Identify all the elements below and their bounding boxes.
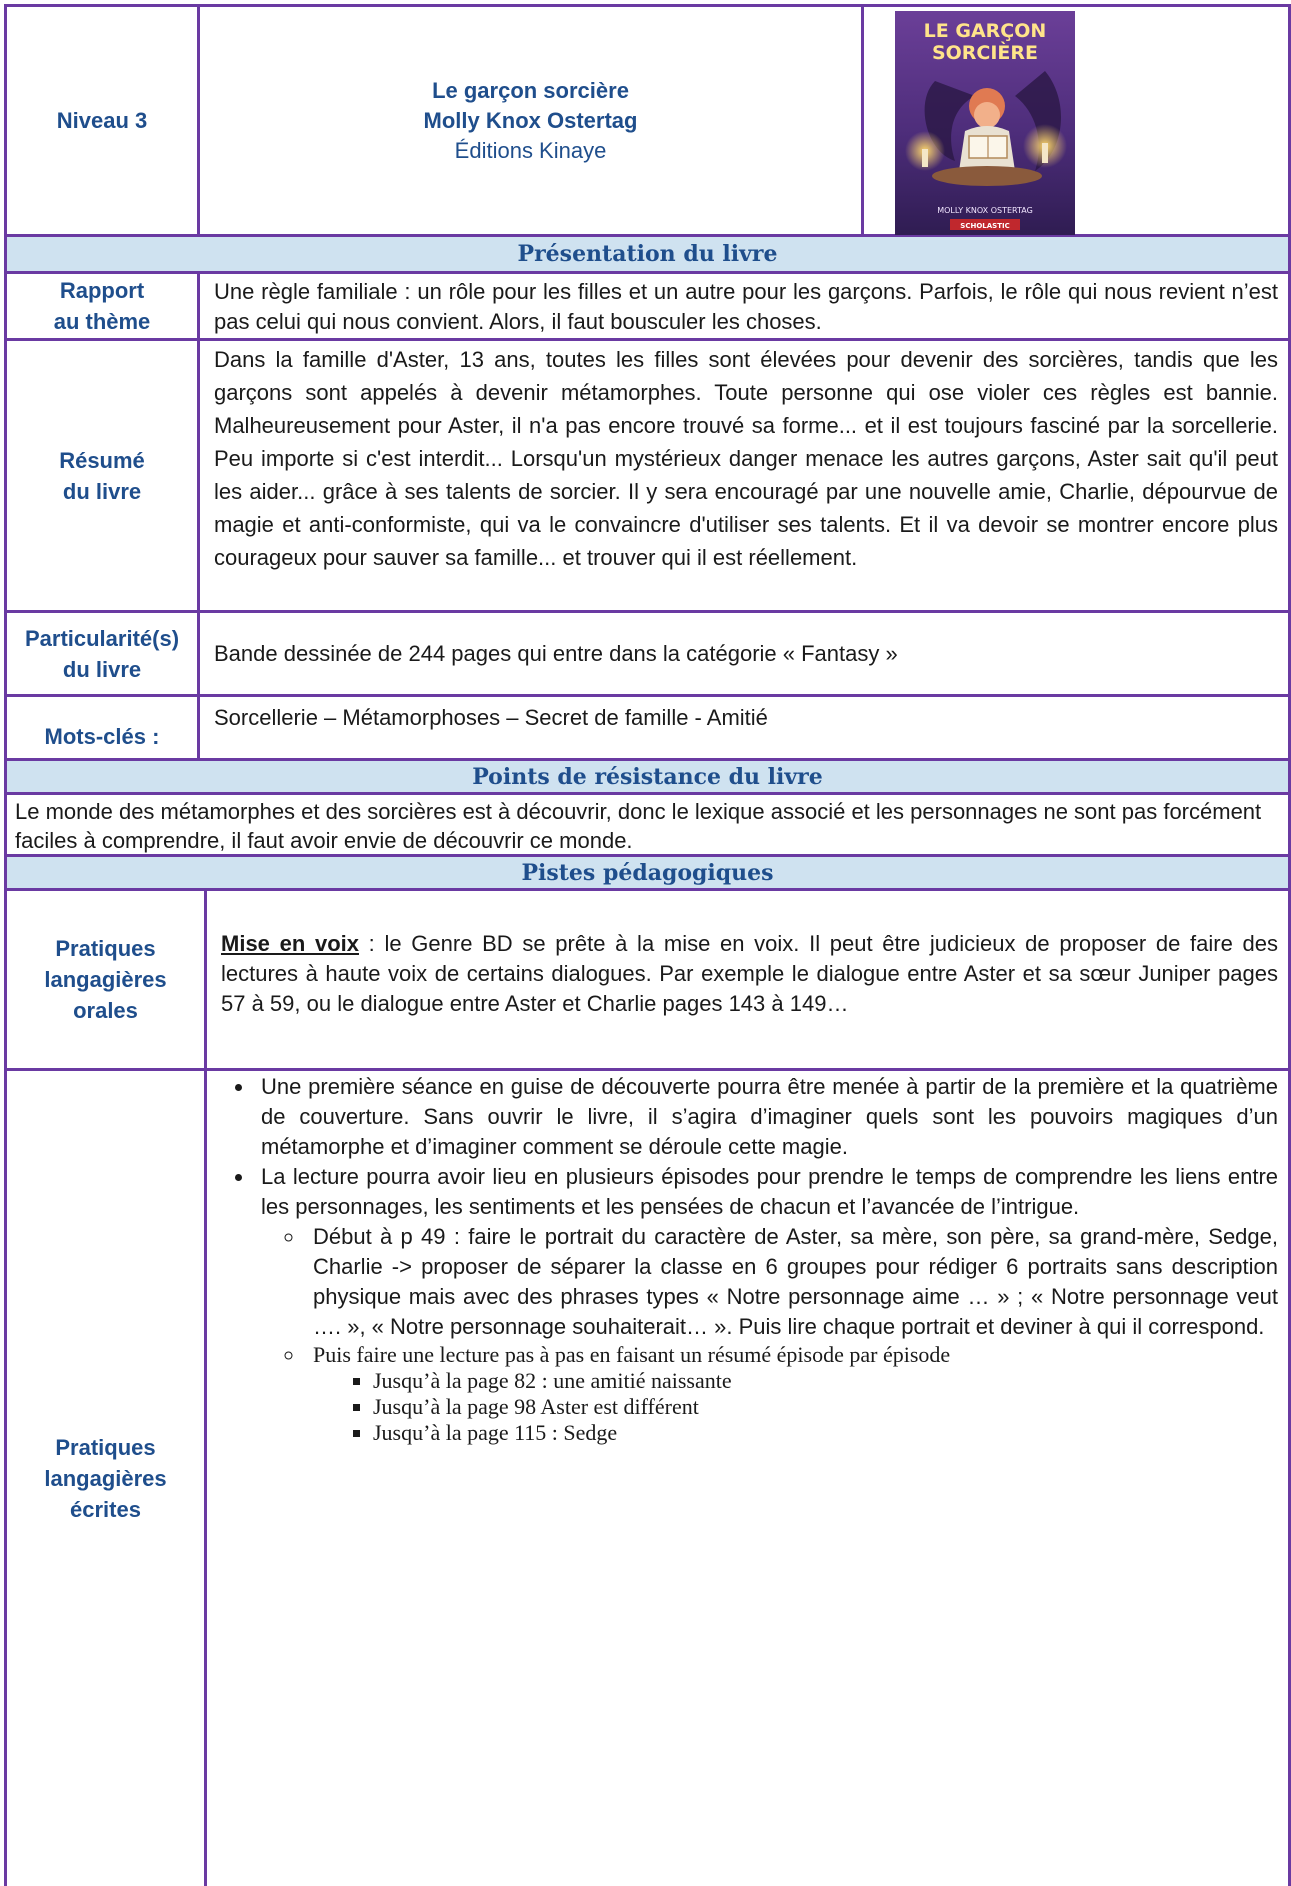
mots-cles-label: Mots-clés : <box>7 697 200 758</box>
orales-heading: Mise en voix <box>221 931 359 956</box>
rapport-label <box>7 274 200 338</box>
ecrites-bullet-1 <box>255 1072 1278 1162</box>
rapport-text: Une règle familiale : un rôle pour les filles et un autre pour les garçons. Parfois, le rôle qui nous revient n’est pas celui qui nous convient. Alors, il faut bousculer les choses. <box>214 279 1278 334</box>
ecrites-sub-2-text: Puis faire une lecture pas à pas en faisant un résumé épisode par épisode <box>313 1342 951 1367</box>
section-presentation <box>4 237 1291 274</box>
orales-label <box>7 891 207 1068</box>
resume-row <box>4 341 1291 613</box>
orales-label-line-3: orales <box>73 998 138 1023</box>
cover-title-line-2: SORCIÈRE <box>931 42 1039 64</box>
ecrites-label-line-2: langagières <box>44 1466 167 1491</box>
ecrites-list <box>209 1072 1278 1446</box>
ecrites-bullet-2 <box>255 1162 1278 1446</box>
orales-label-line-1: Pratiques <box>55 936 156 961</box>
book-info-cell <box>200 7 864 234</box>
section-pistes <box>4 857 1291 891</box>
ecrites-label-line-3: écrites <box>70 1497 141 1522</box>
orales-row <box>4 891 1291 1071</box>
ecrites-sub-1-text: Début à p 49 : faire le portrait du caractère de Aster, sa mère, son père, sa grand-mère, Sedge, Charlie -> proposer de séparer la classe en 6 groupes pour rédiger 6 portraits sans description physique mais avec des phrases types « Notre personnage aime … » ; « Notre personnage veut …. », « Notre personnage souhaiterait… ». Puis lire chaque portrait et deviner à qui il correspond. <box>313 1224 1278 1339</box>
rapport-label-line-1: Rapport <box>59 278 145 303</box>
ecrites-content <box>207 1071 1288 1886</box>
mots-cles-row <box>4 697 1291 761</box>
episode-3: Jusqu’à la page 115 : Sedge <box>373 1420 618 1445</box>
section-presentation-title: Présentation du livre <box>517 241 778 267</box>
orales-text: : le Genre BD se prête à la mise en voix. Il peut être judicieux de proposer de faire des lectures à haute voix de certains dialogues. Par exemple le dialogue entre Aster et sa sœur Juniper pages 57 à 59, ou le dialogue entre Aster et Charlie pages 143 à 149… <box>221 931 1278 1016</box>
particularites-label-line-1: Particularité(s) <box>24 625 180 651</box>
book-author: Molly Knox Ostertag <box>423 107 638 133</box>
episodes-list <box>313 1368 1278 1446</box>
rapport-label-line-2: au thème <box>53 309 151 334</box>
cover-imprint: SCHOLASTIC <box>960 222 1010 230</box>
document-page <box>4 4 1291 1882</box>
resume-label-line-2: du livre <box>62 478 142 504</box>
level-label: Niveau 3 <box>56 108 148 133</box>
section-resistance-title: Points de résistance du livre <box>472 763 823 790</box>
ecrites-bullet-1-text: Une première séance en guise de découverte pourra être menée à partir de la première et la quatrième de couverture. Sans ouvrir le livre, il s’agira d’imaginer quels sont les pouvoirs magiques d’un métamorphe et d’imaginer comment se déroule cette magie. <box>261 1074 1278 1159</box>
ecrites-row <box>4 1071 1291 1886</box>
ecrites-bullet-2-text: La lecture pourra avoir lieu en plusieurs épisodes pour prendre le temps de comprendre les liens entre les personnages, les sentiments et les pensées de chacun et l’avancée de l’intrigue. <box>261 1164 1278 1219</box>
orales-label-line-2: langagières <box>44 967 167 992</box>
episode-2: Jusqu’à la page 98 Aster est différent <box>373 1394 699 1419</box>
section-pistes-title: Pistes pédagogiques <box>521 859 774 886</box>
ecrites-sub-1 <box>305 1222 1278 1342</box>
episode-item <box>373 1420 1278 1446</box>
resume-label <box>7 341 200 610</box>
book-cover-image <box>895 11 1075 235</box>
resistance-row <box>4 795 1291 857</box>
book-title: Le garçon sorcière <box>432 77 629 103</box>
episode-item <box>373 1394 1278 1420</box>
cover-title-line-1: LE GARÇON <box>923 20 1047 42</box>
episode-1: Jusqu’à la page 82 : une amitié naissante <box>373 1368 732 1393</box>
resistance-text: Le monde des métamorphes et des sorcières est à découvrir, donc le lexique associé et les personnages ne sont pas forcément faciles à comprendre, il faut avoir envie de découvrir ce monde. <box>15 799 1262 853</box>
ecrites-label-line-1: Pratiques <box>55 1435 156 1460</box>
particularites-label-line-2: du livre <box>62 656 142 682</box>
mots-cles-text: Sorcellerie – Métamorphoses – Secret de famille - Amitié <box>214 705 768 730</box>
resume-label-line-1: Résumé <box>59 447 145 473</box>
resume-text: Dans la famille d'Aster, 13 ans, toutes les filles sont élevées pour devenir des sorcières, tandis que les garçons sont appelés à devenir métamorphes. Toute personne qui ose violer ces règles est bannie. Malheureusement pour Aster, il n'a pas encore trouvé sa forme... et il est toujours fasciné par la sorcellerie. Peu importe si c'est interdit... Lorsqu'un mystérieux danger menace les autres garçons, Aster sait qu'il peut les aider... grâce à ses talents de sorcier. Il y sera encouragé par une nouvelle amie, Charlie, dépourvue de magie et anti-conformiste, qui va le convaincre d'utiliser ses talents. Et il va devoir se montrer encore plus courageux pour sauver sa famille... et trouver qui il est réellement. <box>214 347 1278 570</box>
cover-author: MOLLY KNOX OSTERTAG <box>937 206 1033 215</box>
cover-cell <box>864 7 1288 234</box>
particularites-label <box>7 613 200 694</box>
orales-text-block <box>207 891 1288 1068</box>
section-resistance <box>4 761 1291 795</box>
rapport-row <box>4 274 1291 341</box>
level-cell <box>7 7 200 234</box>
ecrites-label <box>7 1071 207 1886</box>
episode-item <box>373 1368 1278 1394</box>
ecrites-sub-2 <box>305 1342 1278 1446</box>
book-publisher: Éditions Kinaye <box>454 137 607 163</box>
header-row <box>4 4 1291 237</box>
particularites-text: Bande dessinée de 244 pages qui entre dans la catégorie « Fantasy » <box>214 640 898 666</box>
ecrites-sublist <box>261 1222 1278 1446</box>
particularites-row <box>4 613 1291 697</box>
